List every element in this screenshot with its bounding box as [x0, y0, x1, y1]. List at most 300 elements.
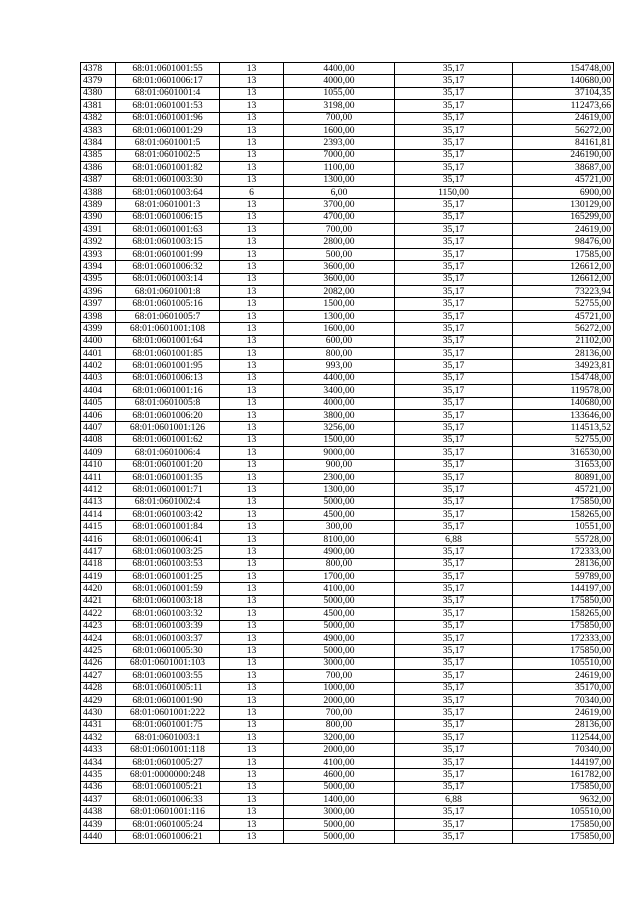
- code-cell: 13: [220, 459, 284, 471]
- table-row: [81, 608, 614, 620]
- table-row: [81, 323, 614, 335]
- rate-cell: 35,17: [395, 521, 513, 533]
- amount-cell: 21102,00: [513, 335, 614, 347]
- code-cell: 13: [220, 447, 284, 459]
- rate-cell: 35,17: [395, 397, 513, 409]
- cadastral-number-cell: 68:01:0601001:95: [116, 360, 220, 372]
- rate-cell: 35,17: [395, 732, 513, 744]
- amount-cell: 246190,00: [513, 149, 614, 161]
- row-number-cell: 4378: [81, 63, 116, 75]
- amount-cell: 165299,00: [513, 211, 614, 223]
- rate-cell: 35,17: [395, 484, 513, 496]
- code-cell: 13: [220, 422, 284, 434]
- table-row: [81, 558, 614, 570]
- amount-cell: 133646,00: [513, 409, 614, 421]
- row-number-cell: 4427: [81, 670, 116, 682]
- table-row: [81, 422, 614, 434]
- amount-cell: 80891,00: [513, 471, 614, 483]
- table-row: [81, 459, 614, 471]
- rate-cell: 35,17: [395, 434, 513, 446]
- table-row: [81, 372, 614, 384]
- area-cell: 1700,00: [284, 571, 395, 583]
- code-cell: 13: [220, 199, 284, 211]
- area-cell: 4900,00: [284, 632, 395, 644]
- amount-cell: 175850,00: [513, 831, 614, 843]
- table-row: [81, 533, 614, 545]
- code-cell: 13: [220, 558, 284, 570]
- rate-cell: 35,17: [395, 595, 513, 607]
- area-cell: 1055,00: [284, 87, 395, 99]
- table-row: [81, 781, 614, 793]
- amount-cell: 28136,00: [513, 558, 614, 570]
- table-row: [81, 509, 614, 521]
- cadastral-number-cell: 68:01:0601006:33: [116, 794, 220, 806]
- row-number-cell: 4392: [81, 236, 116, 248]
- amount-cell: 175850,00: [513, 781, 614, 793]
- rate-cell: 35,17: [395, 273, 513, 285]
- row-number-cell: 4434: [81, 756, 116, 768]
- amount-cell: 130129,00: [513, 199, 614, 211]
- area-cell: 600,00: [284, 335, 395, 347]
- data-table: [80, 62, 614, 844]
- row-number-cell: 4425: [81, 645, 116, 657]
- area-cell: 4400,00: [284, 63, 395, 75]
- cadastral-number-cell: 68:01:0601001:35: [116, 471, 220, 483]
- row-number-cell: 4396: [81, 286, 116, 298]
- row-number-cell: 4438: [81, 806, 116, 818]
- code-cell: 13: [220, 273, 284, 285]
- rate-cell: 35,17: [395, 360, 513, 372]
- row-number-cell: 4422: [81, 608, 116, 620]
- amount-cell: 24619,00: [513, 112, 614, 124]
- code-cell: 13: [220, 781, 284, 793]
- cadastral-number-cell: 68:01:0601005:30: [116, 645, 220, 657]
- row-number-cell: 4412: [81, 484, 116, 496]
- area-cell: 1400,00: [284, 794, 395, 806]
- cadastral-number-cell: 68:01:0601006:4: [116, 447, 220, 459]
- area-cell: 4700,00: [284, 211, 395, 223]
- row-number-cell: 4410: [81, 459, 116, 471]
- cadastral-number-cell: 68:01:0000000:248: [116, 769, 220, 781]
- row-number-cell: 4385: [81, 149, 116, 161]
- area-cell: 3198,00: [284, 100, 395, 112]
- code-cell: 13: [220, 174, 284, 186]
- amount-cell: 112544,00: [513, 732, 614, 744]
- cadastral-number-cell: 68:01:0601001:126: [116, 422, 220, 434]
- rate-cell: 35,17: [395, 632, 513, 644]
- code-cell: 13: [220, 87, 284, 99]
- amount-cell: 52755,00: [513, 298, 614, 310]
- area-cell: 5000,00: [284, 818, 395, 830]
- code-cell: 13: [220, 149, 284, 161]
- code-cell: 13: [220, 211, 284, 223]
- code-cell: 13: [220, 682, 284, 694]
- row-number-cell: 4406: [81, 409, 116, 421]
- amount-cell: 37104,35: [513, 87, 614, 99]
- table-row: [81, 707, 614, 719]
- row-number-cell: 4408: [81, 434, 116, 446]
- cadastral-number-cell: 68:01:0601003:55: [116, 670, 220, 682]
- code-cell: 13: [220, 657, 284, 669]
- rate-cell: 35,17: [395, 174, 513, 186]
- area-cell: 3600,00: [284, 261, 395, 273]
- cadastral-number-cell: 68:01:0601001:84: [116, 521, 220, 533]
- cadastral-number-cell: 68:01:0601001:63: [116, 224, 220, 236]
- cadastral-number-cell: 68:01:0601001:108: [116, 323, 220, 335]
- rate-cell: 35,17: [395, 137, 513, 149]
- cadastral-number-cell: 68:01:0601006:32: [116, 261, 220, 273]
- row-number-cell: 4421: [81, 595, 116, 607]
- cadastral-number-cell: 68:01:0601003:32: [116, 608, 220, 620]
- cadastral-number-cell: 68:01:0601002:4: [116, 496, 220, 508]
- table-row: [81, 682, 614, 694]
- table-row: [81, 744, 614, 756]
- rate-cell: 35,17: [395, 162, 513, 174]
- rate-cell: 35,17: [395, 75, 513, 87]
- row-number-cell: 4413: [81, 496, 116, 508]
- table-row: [81, 546, 614, 558]
- row-number-cell: 4379: [81, 75, 116, 87]
- row-number-cell: 4399: [81, 323, 116, 335]
- amount-cell: 105510,00: [513, 806, 614, 818]
- amount-cell: 45721,00: [513, 174, 614, 186]
- row-number-cell: 4426: [81, 657, 116, 669]
- cadastral-number-cell: 68:01:0601003:39: [116, 620, 220, 632]
- area-cell: 4500,00: [284, 509, 395, 521]
- table-row: [81, 571, 614, 583]
- area-cell: 3400,00: [284, 385, 395, 397]
- rate-cell: 35,17: [395, 286, 513, 298]
- table-row: [81, 694, 614, 706]
- table-row: [81, 236, 614, 248]
- rate-cell: 35,17: [395, 409, 513, 421]
- area-cell: 2000,00: [284, 694, 395, 706]
- amount-cell: 17585,00: [513, 248, 614, 260]
- cadastral-number-cell: 68:01:0601003:18: [116, 595, 220, 607]
- amount-cell: 126612,00: [513, 273, 614, 285]
- table-row: [81, 632, 614, 644]
- rate-cell: 1150,00: [395, 186, 513, 198]
- code-cell: 13: [220, 756, 284, 768]
- area-cell: 1000,00: [284, 682, 395, 694]
- code-cell: 13: [220, 707, 284, 719]
- table-row: [81, 100, 614, 112]
- area-cell: 1100,00: [284, 162, 395, 174]
- area-cell: 1300,00: [284, 484, 395, 496]
- code-cell: 13: [220, 100, 284, 112]
- cadastral-number-cell: 68:01:0601005:21: [116, 781, 220, 793]
- area-cell: 500,00: [284, 248, 395, 260]
- rate-cell: 35,17: [395, 657, 513, 669]
- amount-cell: 55728,00: [513, 533, 614, 545]
- row-number-cell: 4387: [81, 174, 116, 186]
- area-cell: 700,00: [284, 707, 395, 719]
- cadastral-number-cell: 68:01:0601003:37: [116, 632, 220, 644]
- amount-cell: 56272,00: [513, 124, 614, 136]
- rate-cell: 35,17: [395, 583, 513, 595]
- area-cell: 4500,00: [284, 608, 395, 620]
- rate-cell: 35,17: [395, 447, 513, 459]
- code-cell: 13: [220, 509, 284, 521]
- cadastral-number-cell: 68:01:0601001:118: [116, 744, 220, 756]
- cadastral-number-cell: 68:01:0601006:41: [116, 533, 220, 545]
- code-cell: 13: [220, 732, 284, 744]
- table-row: [81, 360, 614, 372]
- area-cell: 5000,00: [284, 496, 395, 508]
- row-number-cell: 4429: [81, 694, 116, 706]
- cadastral-number-cell: 68:01:0601003:30: [116, 174, 220, 186]
- rate-cell: 35,17: [395, 682, 513, 694]
- amount-cell: 158265,00: [513, 509, 614, 521]
- table-row: [81, 112, 614, 124]
- code-cell: 13: [220, 261, 284, 273]
- row-number-cell: 4402: [81, 360, 116, 372]
- table-row: [81, 248, 614, 260]
- code-cell: 13: [220, 794, 284, 806]
- area-cell: 4100,00: [284, 756, 395, 768]
- row-number-cell: 4389: [81, 199, 116, 211]
- rate-cell: 35,17: [395, 769, 513, 781]
- cadastral-number-cell: 68:01:0601006:20: [116, 409, 220, 421]
- row-number-cell: 4398: [81, 310, 116, 322]
- row-number-cell: 4432: [81, 732, 116, 744]
- table-row: [81, 397, 614, 409]
- cadastral-number-cell: 68:01:0601006:21: [116, 831, 220, 843]
- rate-cell: 35,17: [395, 347, 513, 359]
- table-row: [81, 347, 614, 359]
- amount-cell: 38687,00: [513, 162, 614, 174]
- code-cell: 13: [220, 571, 284, 583]
- row-number-cell: 4435: [81, 769, 116, 781]
- row-number-cell: 4382: [81, 112, 116, 124]
- table-row: [81, 719, 614, 731]
- amount-cell: 84161,81: [513, 137, 614, 149]
- cadastral-number-cell: 68:01:0601003:42: [116, 509, 220, 521]
- rate-cell: 35,17: [395, 112, 513, 124]
- area-cell: 5000,00: [284, 595, 395, 607]
- code-cell: 13: [220, 818, 284, 830]
- rate-cell: 35,17: [395, 756, 513, 768]
- area-cell: 2300,00: [284, 471, 395, 483]
- code-cell: 13: [220, 806, 284, 818]
- table-row: [81, 286, 614, 298]
- row-number-cell: 4414: [81, 509, 116, 521]
- code-cell: 13: [220, 124, 284, 136]
- cadastral-number-cell: 68:01:0601006:17: [116, 75, 220, 87]
- code-cell: 13: [220, 236, 284, 248]
- row-number-cell: 4439: [81, 818, 116, 830]
- amount-cell: 175850,00: [513, 818, 614, 830]
- amount-cell: 56272,00: [513, 323, 614, 335]
- rate-cell: 35,17: [395, 211, 513, 223]
- area-cell: 3000,00: [284, 657, 395, 669]
- rate-cell: 35,17: [395, 261, 513, 273]
- area-cell: 300,00: [284, 521, 395, 533]
- row-number-cell: 4424: [81, 632, 116, 644]
- cadastral-number-cell: 68:01:0601001:85: [116, 347, 220, 359]
- table-row: [81, 224, 614, 236]
- amount-cell: 154748,00: [513, 63, 614, 75]
- table-row: [81, 583, 614, 595]
- area-cell: 4900,00: [284, 546, 395, 558]
- cadastral-number-cell: 68:01:0601001:96: [116, 112, 220, 124]
- rate-cell: 35,17: [395, 372, 513, 384]
- table-row: [81, 310, 614, 322]
- amount-cell: 172333,00: [513, 632, 614, 644]
- cadastral-number-cell: 68:01:0601001:8: [116, 286, 220, 298]
- table-row: [81, 186, 614, 198]
- rate-cell: 35,17: [395, 620, 513, 632]
- amount-cell: 98476,00: [513, 236, 614, 248]
- table-row: [81, 818, 614, 830]
- cadastral-number-cell: 68:01:0601006:13: [116, 372, 220, 384]
- cadastral-number-cell: 68:01:0601001:90: [116, 694, 220, 706]
- rate-cell: 35,17: [395, 645, 513, 657]
- rate-cell: 35,17: [395, 323, 513, 335]
- area-cell: 1600,00: [284, 323, 395, 335]
- rate-cell: 35,17: [395, 831, 513, 843]
- table-row: [81, 471, 614, 483]
- cadastral-number-cell: 68:01:0601001:82: [116, 162, 220, 174]
- row-number-cell: 4430: [81, 707, 116, 719]
- cadastral-number-cell: 68:01:0601001:62: [116, 434, 220, 446]
- cadastral-number-cell: 68:01:0601003:53: [116, 558, 220, 570]
- amount-cell: 175850,00: [513, 595, 614, 607]
- area-cell: 5000,00: [284, 781, 395, 793]
- row-number-cell: 4405: [81, 397, 116, 409]
- amount-cell: 144197,00: [513, 756, 614, 768]
- amount-cell: 126612,00: [513, 261, 614, 273]
- table-row: [81, 806, 614, 818]
- amount-cell: 45721,00: [513, 484, 614, 496]
- row-number-cell: 4380: [81, 87, 116, 99]
- area-cell: 5000,00: [284, 831, 395, 843]
- cadastral-number-cell: 68:01:0601001:16: [116, 385, 220, 397]
- code-cell: 13: [220, 546, 284, 558]
- table-row: [81, 657, 614, 669]
- cadastral-number-cell: 68:01:0601005:11: [116, 682, 220, 694]
- code-cell: 13: [220, 595, 284, 607]
- table-row: [81, 199, 614, 211]
- row-number-cell: 4397: [81, 298, 116, 310]
- cadastral-number-cell: 68:01:0601001:55: [116, 63, 220, 75]
- area-cell: 6,00: [284, 186, 395, 198]
- row-number-cell: 4415: [81, 521, 116, 533]
- area-cell: 4600,00: [284, 769, 395, 781]
- code-cell: 13: [220, 286, 284, 298]
- code-cell: 13: [220, 769, 284, 781]
- rate-cell: 6,88: [395, 533, 513, 545]
- row-number-cell: 4384: [81, 137, 116, 149]
- cadastral-number-cell: 68:01:0601001:29: [116, 124, 220, 136]
- row-number-cell: 4418: [81, 558, 116, 570]
- cadastral-number-cell: 68:01:0601002:5: [116, 149, 220, 161]
- row-number-cell: 4404: [81, 385, 116, 397]
- area-cell: 2000,00: [284, 744, 395, 756]
- table-row: [81, 75, 614, 87]
- row-number-cell: 4393: [81, 248, 116, 260]
- table-row: [81, 87, 614, 99]
- row-number-cell: 4423: [81, 620, 116, 632]
- code-cell: 13: [220, 632, 284, 644]
- code-cell: 13: [220, 224, 284, 236]
- cadastral-number-cell: 68:01:0601005:27: [116, 756, 220, 768]
- cadastral-number-cell: 68:01:0601001:53: [116, 100, 220, 112]
- rate-cell: 35,17: [395, 496, 513, 508]
- amount-cell: 112473,66: [513, 100, 614, 112]
- area-cell: 700,00: [284, 112, 395, 124]
- area-cell: 4400,00: [284, 372, 395, 384]
- amount-cell: 175850,00: [513, 645, 614, 657]
- rate-cell: 35,17: [395, 509, 513, 521]
- cadastral-number-cell: 68:01:0601005:24: [116, 818, 220, 830]
- amount-cell: 140680,00: [513, 397, 614, 409]
- row-number-cell: 4436: [81, 781, 116, 793]
- cadastral-number-cell: 68:01:0601005:16: [116, 298, 220, 310]
- table-row: [81, 434, 614, 446]
- area-cell: 2800,00: [284, 236, 395, 248]
- rate-cell: 35,17: [395, 459, 513, 471]
- area-cell: 3000,00: [284, 806, 395, 818]
- table-row: [81, 174, 614, 186]
- table-row: [81, 595, 614, 607]
- cadastral-number-cell: 68:01:0601001:103: [116, 657, 220, 669]
- area-cell: 993,00: [284, 360, 395, 372]
- table-row: [81, 794, 614, 806]
- table-row: [81, 645, 614, 657]
- row-number-cell: 4401: [81, 347, 116, 359]
- rate-cell: 35,17: [395, 236, 513, 248]
- rate-cell: 35,17: [395, 781, 513, 793]
- cadastral-number-cell: 68:01:0601001:3: [116, 199, 220, 211]
- area-cell: 700,00: [284, 670, 395, 682]
- code-cell: 13: [220, 434, 284, 446]
- amount-cell: 24619,00: [513, 670, 614, 682]
- code-cell: 13: [220, 397, 284, 409]
- row-number-cell: 4403: [81, 372, 116, 384]
- table-row: [81, 496, 614, 508]
- code-cell: 6: [220, 186, 284, 198]
- table-row: [81, 385, 614, 397]
- code-cell: 13: [220, 620, 284, 632]
- table-row: [81, 335, 614, 347]
- rate-cell: 6,88: [395, 794, 513, 806]
- table-row: [81, 149, 614, 161]
- row-number-cell: 4386: [81, 162, 116, 174]
- cadastral-number-cell: 68:01:0601005:7: [116, 310, 220, 322]
- amount-cell: 31653,00: [513, 459, 614, 471]
- rate-cell: 35,17: [395, 335, 513, 347]
- rate-cell: 35,17: [395, 100, 513, 112]
- area-cell: 7000,00: [284, 149, 395, 161]
- amount-cell: 70340,00: [513, 694, 614, 706]
- cadastral-number-cell: 68:01:0601001:75: [116, 719, 220, 731]
- amount-cell: 34923,81: [513, 360, 614, 372]
- code-cell: 13: [220, 248, 284, 260]
- table-row: [81, 63, 614, 75]
- rate-cell: 35,17: [395, 298, 513, 310]
- row-number-cell: 4390: [81, 211, 116, 223]
- code-cell: 13: [220, 608, 284, 620]
- cadastral-number-cell: 68:01:0601001:59: [116, 583, 220, 595]
- row-number-cell: 4420: [81, 583, 116, 595]
- row-number-cell: 4400: [81, 335, 116, 347]
- table-row: [81, 162, 614, 174]
- code-cell: 13: [220, 360, 284, 372]
- row-number-cell: 4388: [81, 186, 116, 198]
- rate-cell: 35,17: [395, 546, 513, 558]
- table-row: [81, 137, 614, 149]
